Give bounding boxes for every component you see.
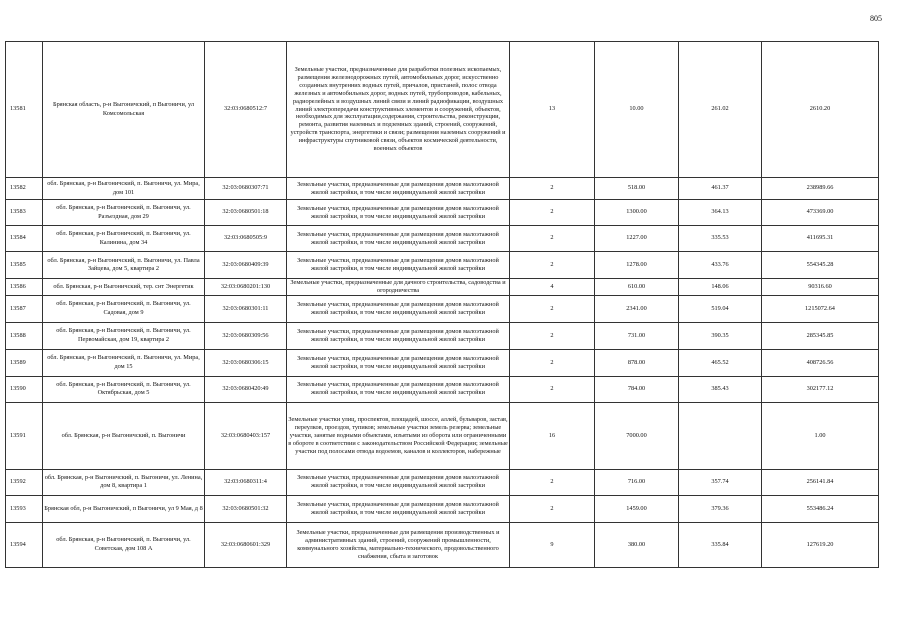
cell-cadastral-value: 127619.20 bbox=[762, 522, 879, 567]
cell-land-use: Земельные участки, предназначенные для размещения домов малоэтажной жилой застройки, в том числе индивидуальной жилой застройки bbox=[287, 322, 510, 349]
cell-cadastral-value: 302177.12 bbox=[762, 376, 879, 402]
cell-group: 2 bbox=[510, 178, 595, 200]
cell-specific-value: 357.74 bbox=[679, 469, 762, 495]
cell-cadastral-number: 32:03:0680301:11 bbox=[205, 295, 287, 322]
cell-group: 2 bbox=[510, 349, 595, 376]
cell-record-number: 13592 bbox=[6, 469, 43, 495]
cell-cadastral-value: 2610.20 bbox=[762, 42, 879, 178]
cell-address: обл. Брянская, р-н Выгоничский, п. Выгоничи, ул. Калинина, дом 34 bbox=[43, 226, 205, 252]
cell-cadastral-number: 32:03:0680201:130 bbox=[205, 279, 287, 296]
cell-cadastral-number: 32:03:0680403:157 bbox=[205, 402, 287, 469]
cell-record-number: 13587 bbox=[6, 295, 43, 322]
cell-specific-value: 335.53 bbox=[679, 226, 762, 252]
cell-record-number: 13583 bbox=[6, 200, 43, 226]
cell-cadastral-number: 32:03:0680501:32 bbox=[205, 495, 287, 522]
cell-address: обл. Брянская, р-н Выгоничский, п. Выгоничи, ул. Садовая, дом 9 bbox=[43, 295, 205, 322]
cell-land-use: Земельные участки, предназначенные для дачного строительства, садоводства и огородничества bbox=[287, 279, 510, 296]
cell-land-use: Земельные участки, предназначенные для размещения домов малоэтажной жилой застройки, в том числе индивидуальной жилой застройки bbox=[287, 376, 510, 402]
cell-record-number: 13588 bbox=[6, 322, 43, 349]
cell-specific-value: 261.02 bbox=[679, 42, 762, 178]
table-row bbox=[6, 495, 879, 522]
cell-group: 13 bbox=[510, 42, 595, 178]
cell-cadastral-number: 32:03:0680309:56 bbox=[205, 322, 287, 349]
cell-cadastral-number: 32:03:0680501:18 bbox=[205, 200, 287, 226]
cell-address: обл. Брянская, р-н Выгоничский, п. Выгоничи, ул. Октябрьская, дом 5 bbox=[43, 376, 205, 402]
table-row bbox=[6, 226, 879, 252]
cell-cadastral-number: 32:03:0680420:49 bbox=[205, 376, 287, 402]
cell-specific-value: 519.04 bbox=[679, 295, 762, 322]
cell-land-use: Земельные участки, предназначенные для размещения домов малоэтажной жилой застройки, в том числе индивидуальной жилой застройки bbox=[287, 349, 510, 376]
table-row bbox=[6, 279, 879, 296]
cell-area: 10.00 bbox=[595, 42, 679, 178]
cell-address: обл. Брянская, р-н Выгоничский, тер. снт Энергетик bbox=[43, 279, 205, 296]
cell-cadastral-value: 411695.31 bbox=[762, 226, 879, 252]
cell-address: Брянская область, р-н Выгоничский, п Выгоничи, ул Комсомольская bbox=[43, 42, 205, 178]
cell-record-number: 13594 bbox=[6, 522, 43, 567]
table-row bbox=[6, 522, 879, 567]
cell-address: обл. Брянская, р-н Выгоничский, п. Выгоничи, ул. Павла Зайцева, дом 5, квартира 2 bbox=[43, 252, 205, 279]
cell-area: 878.00 bbox=[595, 349, 679, 376]
cell-area: 380.00 bbox=[595, 522, 679, 567]
cell-area: 716.00 bbox=[595, 469, 679, 495]
cell-address: обл. Брянская, р-н Выгоничский, п. Выгоничи, ул. Мира, дом 15 bbox=[43, 349, 205, 376]
table-body bbox=[6, 42, 879, 568]
cell-land-use: Земельные участки, предназначенные для размещения домов малоэтажной жилой застройки, в том числе индивидуальной жилой застройки bbox=[287, 295, 510, 322]
cell-record-number: 13591 bbox=[6, 402, 43, 469]
cell-group: 2 bbox=[510, 322, 595, 349]
table-row bbox=[6, 349, 879, 376]
page-number: 805 bbox=[870, 14, 882, 23]
cell-specific-value bbox=[679, 402, 762, 469]
table-row bbox=[6, 178, 879, 200]
cell-cadastral-value: 473369.00 bbox=[762, 200, 879, 226]
table-row bbox=[6, 402, 879, 469]
cell-specific-value: 465.52 bbox=[679, 349, 762, 376]
cell-record-number: 13593 bbox=[6, 495, 43, 522]
cell-land-use: Земельные участки, предназначенные для размещения домов малоэтажной жилой застройки, в том числе индивидуальной жилой застройки bbox=[287, 178, 510, 200]
cell-record-number: 13589 bbox=[6, 349, 43, 376]
cadastral-value-table bbox=[5, 41, 879, 568]
cell-specific-value: 335.84 bbox=[679, 522, 762, 567]
cell-area: 610.00 bbox=[595, 279, 679, 296]
table-row bbox=[6, 42, 879, 178]
cell-record-number: 13585 bbox=[6, 252, 43, 279]
cell-address: обл. Брянская, р-н Выгоничский, п. Выгоничи, ул. Советская, дом 108 А bbox=[43, 522, 205, 567]
cell-group: 4 bbox=[510, 279, 595, 296]
cell-area: 2341.00 bbox=[595, 295, 679, 322]
cell-group: 2 bbox=[510, 226, 595, 252]
cell-cadastral-value: 285345.85 bbox=[762, 322, 879, 349]
cell-cadastral-value: 553486.24 bbox=[762, 495, 879, 522]
cell-area: 1278.00 bbox=[595, 252, 679, 279]
cell-specific-value: 379.36 bbox=[679, 495, 762, 522]
cell-address: обл. Брянская, р-н Выгоничский, п. Выгоничи, ул. Мира, дом 101 bbox=[43, 178, 205, 200]
cell-record-number: 13584 bbox=[6, 226, 43, 252]
cell-cadastral-value: 90316.60 bbox=[762, 279, 879, 296]
cell-cadastral-value: 256141.84 bbox=[762, 469, 879, 495]
cell-group: 2 bbox=[510, 252, 595, 279]
table-row bbox=[6, 469, 879, 495]
table-row bbox=[6, 295, 879, 322]
cell-area: 518.00 bbox=[595, 178, 679, 200]
table-row bbox=[6, 322, 879, 349]
cell-land-use: Земельные участки, предназначенные для размещения производственных и административных зданий, строений, сооружений промышленности, коммунального хозяйства, материально-технического, продовольственного снабжения, сбыта и заготовок bbox=[287, 522, 510, 567]
cell-cadastral-number: 32:03:0680306:15 bbox=[205, 349, 287, 376]
cell-group: 16 bbox=[510, 402, 595, 469]
cell-record-number: 13586 bbox=[6, 279, 43, 296]
cell-cadastral-value: 1.00 bbox=[762, 402, 879, 469]
cell-cadastral-number: 32:03:0680307:71 bbox=[205, 178, 287, 200]
cell-land-use: Земельные участки улиц, проспектов, площадей, шоссе, аллей, бульваров, застав, переулков, проездов, тупиков; земельные участки земель резерва; земельные участки, занятые водными объектами, изъятыми из оборота или ограниченными в обороте в соответствии с законодательством Российской Федерации; земельные участки под полосами отвода водоемов, каналов и коллекторов, набережные bbox=[287, 402, 510, 469]
cell-area: 1227.00 bbox=[595, 226, 679, 252]
cell-cadastral-number: 32:03:0680601:329 bbox=[205, 522, 287, 567]
cell-group: 9 bbox=[510, 522, 595, 567]
cell-record-number: 13590 bbox=[6, 376, 43, 402]
cell-area: 1300.00 bbox=[595, 200, 679, 226]
cell-cadastral-number: 32:03:0680512:7 bbox=[205, 42, 287, 178]
cell-specific-value: 385.43 bbox=[679, 376, 762, 402]
cell-land-use: Земельные участки, предназначенные для размещения домов малоэтажной жилой застройки, в том числе индивидуальной жилой застройки bbox=[287, 495, 510, 522]
table-row bbox=[6, 200, 879, 226]
cell-land-use: Земельные участки, предназначенные для размещения домов малоэтажной жилой застройки, в том числе индивидуальной жилой застройки bbox=[287, 200, 510, 226]
cell-cadastral-value: 1215072.64 bbox=[762, 295, 879, 322]
cell-group: 2 bbox=[510, 200, 595, 226]
cell-group: 2 bbox=[510, 376, 595, 402]
cell-cadastral-number: 32:03:0680505:9 bbox=[205, 226, 287, 252]
cell-address: Брянская обл, р-н Выгоничский, п Выгоничи, ул 9 Мая, д 8 bbox=[43, 495, 205, 522]
cell-specific-value: 461.37 bbox=[679, 178, 762, 200]
cell-specific-value: 390.35 bbox=[679, 322, 762, 349]
cell-area: 784.00 bbox=[595, 376, 679, 402]
cell-address: обл. Брянская, р-н Выгоничский, п. Выгоничи, ул. Первомайская, дом 19, квартира 2 bbox=[43, 322, 205, 349]
cell-group: 2 bbox=[510, 295, 595, 322]
table-row bbox=[6, 252, 879, 279]
cell-address: обл. Брянская, р-н Выгоничский, п. Выгоничи, ул. Ленина, дом 8, квартира 1 bbox=[43, 469, 205, 495]
cell-record-number: 13582 bbox=[6, 178, 43, 200]
cell-cadastral-number: 32:03:0680311:4 bbox=[205, 469, 287, 495]
table-row bbox=[6, 376, 879, 402]
cell-cadastral-value: 408726.56 bbox=[762, 349, 879, 376]
cell-specific-value: 433.76 bbox=[679, 252, 762, 279]
cell-group: 2 bbox=[510, 469, 595, 495]
cell-specific-value: 364.13 bbox=[679, 200, 762, 226]
cell-address: обл. Брянская, р-н Выгоничский, п. Выгоничи, ул. Разъездная, дом 29 bbox=[43, 200, 205, 226]
cell-land-use: Земельные участки, предназначенные для разработки полезных ископаемых, размещения железнодорожных путей, автомобильных дорог, искусственно созданных внутренних водных путей, причалов, пристаней, полос отвода железных и автомобильных дорог, водных путей, трубопроводов, кабельных, радиорелейных и воздушных линий связи и линий радиофикации, воздушных линий электропередачи конструктивных элементов и сооружений, объектов, необходимых для эксплуатации,содержания, строительства, реконструкции, ремонта, развития наземных и подземных зданий, строений, сооружений, устройств транспорта, энергетики и связи; размещения наземных сооружений и инфраструктуры спутниковой связи, объектов космической деятельности, военных объектов bbox=[287, 42, 510, 178]
cell-cadastral-number: 32:03:0680409:39 bbox=[205, 252, 287, 279]
cell-land-use: Земельные участки, предназначенные для размещения домов малоэтажной жилой застройки, в том числе индивидуальной жилой застройки bbox=[287, 252, 510, 279]
cell-land-use: Земельные участки, предназначенные для размещения домов малоэтажной жилой застройки, в том числе индивидуальной жилой застройки bbox=[287, 469, 510, 495]
cell-group: 2 bbox=[510, 495, 595, 522]
cell-specific-value: 148.06 bbox=[679, 279, 762, 296]
cell-cadastral-value: 554345.28 bbox=[762, 252, 879, 279]
cell-land-use: Земельные участки, предназначенные для размещения домов малоэтажной жилой застройки, в том числе индивидуальной жилой застройки bbox=[287, 226, 510, 252]
cell-area: 7000.00 bbox=[595, 402, 679, 469]
cell-record-number: 13581 bbox=[6, 42, 43, 178]
cell-address: обл. Брянская, р-н Выгоничский, п. Выгоничи bbox=[43, 402, 205, 469]
cell-cadastral-value: 238989.66 bbox=[762, 178, 879, 200]
cell-area: 731.00 bbox=[595, 322, 679, 349]
cell-area: 1459.00 bbox=[595, 495, 679, 522]
